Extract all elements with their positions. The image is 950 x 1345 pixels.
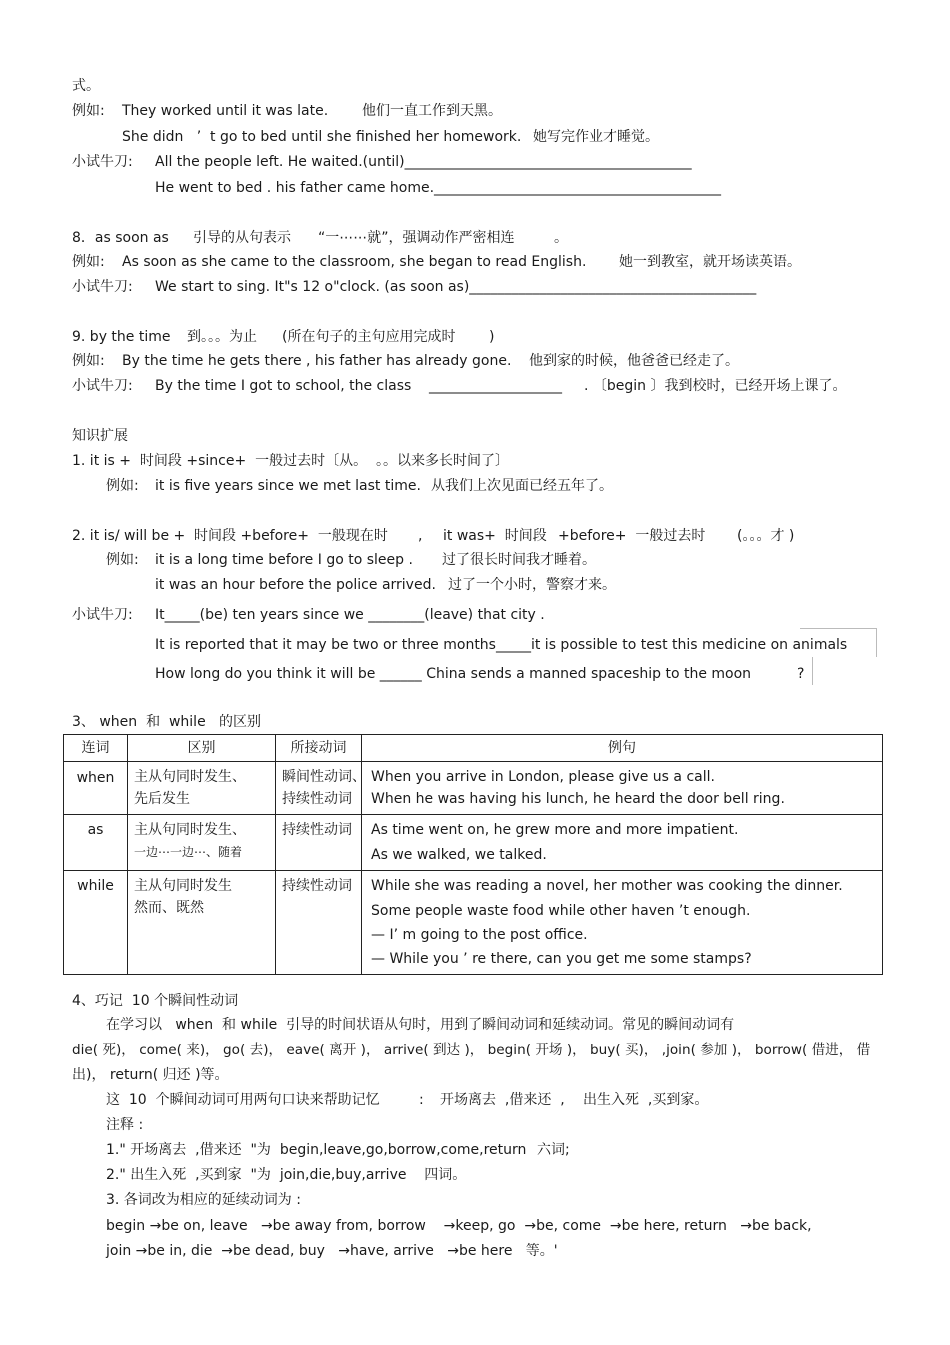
frame-box xyxy=(812,657,814,685)
paragraph-line: 出)， return( 归还 )等。 xyxy=(72,1067,229,1083)
note-line: join →be in, die →be dead, buy →have, arrive →be here 等。' xyxy=(106,1243,558,1259)
example-translation: 他们一直工作到天黑。 xyxy=(362,103,502,119)
label-example: 例如: xyxy=(106,478,139,494)
difference-text: 一边⋯一边⋯、随着 xyxy=(134,845,243,859)
difference-cell xyxy=(128,815,276,871)
verb-cell xyxy=(276,871,362,975)
column-header: 连词 xyxy=(64,735,128,762)
example-text: Some people waste food while other haven ’t enough. xyxy=(371,903,751,919)
rule-line: 1. it is + 时间段 +since+ 一般过去时〔从。 。。以来多长时间了〕 xyxy=(72,453,509,469)
exercise-blank: ___________________ xyxy=(429,378,562,394)
rule-line: 2. it is/ will be + xyxy=(72,528,186,544)
paragraph-line: : xyxy=(419,1092,424,1108)
example-text: When he was having his lunch, he heard the door bell ring. xyxy=(371,791,785,807)
notes-heading: 注释 : xyxy=(106,1117,144,1133)
verb-text: 瞬间性动词、 xyxy=(282,769,366,785)
label-exercise: 小试牛刀: xyxy=(72,607,133,623)
difference-cell xyxy=(128,871,276,975)
comparison-table xyxy=(63,734,883,975)
label-exercise: 小试牛刀: xyxy=(72,154,133,170)
example-cell xyxy=(362,762,883,815)
exercise-sentence: It is reported that it may be two or three months_____it is possible to test this medicine on animals xyxy=(155,637,848,653)
mnemonic-text: 开场离去 ,借来还 , xyxy=(440,1092,565,1108)
table-header-row xyxy=(64,735,883,762)
exercise-sentence: It_____(be) ten years since we ________(leave) that city . xyxy=(155,607,545,623)
difference-text: 主从句同时发生 xyxy=(134,878,232,894)
section-heading: 4、巧记 10 个瞬间性动词 xyxy=(72,993,239,1009)
conjunction-cell: while xyxy=(64,871,128,975)
conjunction-cell: as xyxy=(64,815,128,871)
exercise-punctuation: ? xyxy=(797,666,805,682)
example-cell xyxy=(362,871,883,975)
exercise-sentence: . 〔begin 〕我到校时，已经开场上课了。 xyxy=(584,378,847,394)
example-text: As we walked, we talked. xyxy=(371,847,547,863)
rule-line: (。。。才 ) xyxy=(737,528,795,544)
label-example: 例如: xyxy=(72,353,105,369)
rule-line: +before+ 一般过去时 xyxy=(558,528,706,544)
section-heading: 知识扩展 xyxy=(72,428,128,444)
conjunction-cell: when xyxy=(64,762,128,815)
section-heading-text: ) xyxy=(489,329,495,345)
exercise-sentence: He went to bed . his father came home._________________________________________ xyxy=(155,180,722,196)
note-line: 1." 开场离去 ,借来还 "为 begin,leave,go,borrow,come,return xyxy=(106,1142,527,1158)
example-sentence: By the time he gets there , his father has already gone. xyxy=(122,353,512,369)
column-header: 区别 xyxy=(128,735,276,762)
example-translation: 她写完作业才睡觉。 xyxy=(533,129,659,145)
section-heading: 9. by the time xyxy=(72,329,171,345)
exercise-sentence: How long do you think it will be ______ China sends a manned spaceship to the moon xyxy=(155,666,752,682)
note-line: 六词; xyxy=(537,1142,570,1158)
section-heading-text: (所在句子的主句应用完成时 xyxy=(282,329,456,345)
section-heading-text: 到。。。为止 xyxy=(187,329,257,345)
difference-text: 主从句同时发生、 xyxy=(134,822,246,838)
verb-text: 持续性动词 xyxy=(282,822,352,838)
example-translation: 过了一个小时，警察才来。 xyxy=(448,577,616,593)
verb-text: 持续性动词 xyxy=(282,878,352,894)
verb-cell xyxy=(276,762,366,815)
example-text: While she was reading a novel, her mother was cooking the dinner. xyxy=(371,878,843,894)
mnemonic-text: 出生入死 ,买到家。 xyxy=(583,1092,709,1108)
column-header: 所接动词 xyxy=(276,735,362,762)
example-text: — I’ m going to the post office. xyxy=(371,927,588,943)
table-row xyxy=(64,871,883,975)
note-line: 3. 各词改为相应的延续动词为 : xyxy=(106,1192,301,1208)
difference-cell xyxy=(128,762,276,815)
label-example: 例如: xyxy=(72,254,105,270)
table-row xyxy=(64,815,883,871)
rule-line: , xyxy=(418,528,423,544)
example-translation: 过了很长时间我才睡着。 xyxy=(442,552,596,568)
rule-line: 时间段 +before+ 一般现在时 xyxy=(194,528,388,544)
paragraph-line: die( 死)， come( 来)， go( 去)， eave( 离开 )， arrive( 到达 )， begin( 开场 )， buy( 买)， ,join( 参加 )， borrow( 借进， 借 xyxy=(72,1042,871,1058)
verb-cell xyxy=(276,815,362,871)
note-line: 2." 出生入死 ,买到家 "为 join,die,buy,arrive 四词。 xyxy=(106,1167,467,1183)
label-example: 例如: xyxy=(72,103,105,119)
column-header: 例句 xyxy=(362,735,883,762)
example-sentence: it is a long time before I go to sleep . xyxy=(155,552,413,568)
example-translation: 他到家的时候，他爸爸已经走了。 xyxy=(529,353,739,369)
exercise-sentence: All the people left. He waited.(until)_________________________________________ xyxy=(155,154,692,170)
exercise-sentence: By the time I got to school, the class xyxy=(155,378,412,394)
example-text: — While you ’ re there, can you get me some stamps? xyxy=(371,951,752,967)
note-line: begin →be on, leave →be away from, borrow →keep, go →be, come →be here, return →be back, xyxy=(106,1218,812,1234)
section-heading-text: 。 xyxy=(554,230,568,246)
verb-text: 持续性动词 xyxy=(282,791,352,807)
label-example: 例如: xyxy=(106,552,139,568)
section-heading-text: “一⋯⋯就”，强调动作严密相连 xyxy=(318,230,515,246)
text-line: 式。 xyxy=(72,78,100,94)
example-cell xyxy=(362,815,883,871)
difference-text: 主从句同时发生、 xyxy=(134,769,246,785)
section-heading: 8．as soon as xyxy=(72,230,169,246)
example-sentence: They worked until it was late. xyxy=(122,103,329,119)
label-exercise: 小试牛刀: xyxy=(72,279,133,295)
rule-line: it was+ 时间段 xyxy=(443,528,547,544)
example-sentence: She didn ’ t go to bed until she finished her homework. xyxy=(122,129,522,145)
section-heading: 3、 when 和 while 的区别 xyxy=(72,714,262,730)
example-sentence: As soon as she came to the classroom, she began to read English. xyxy=(122,254,587,270)
example-translation: 从我们上次见面已经五年了。 xyxy=(431,478,613,494)
difference-text: 然而、既然 xyxy=(134,900,204,916)
difference-text: 先后发生 xyxy=(134,791,190,807)
example-translation: 她一到教室，就开场读英语。 xyxy=(619,254,801,270)
example-sentence: it was an hour before the police arrived. xyxy=(155,577,436,593)
exercise-sentence: We start to sing. It"s 12 o"clock. (as soon as)_________________________________________ xyxy=(155,279,757,295)
paragraph-line: 这 10 个瞬间动词可用两句口诀来帮助记忆 xyxy=(106,1092,380,1108)
label-exercise: 小试牛刀: xyxy=(72,378,133,394)
paragraph-line: 在学习以 when 和 while 引导的时间状语从句时，用到了瞬间动词和延续动词。常见的瞬间动词有 xyxy=(106,1017,735,1033)
example-text: When you arrive in London, please give us a call. xyxy=(371,769,715,785)
table-row xyxy=(64,762,883,815)
section-heading-text: 引导的从句表示 xyxy=(193,230,291,246)
example-text: As time went on, he grew more and more impatient. xyxy=(371,822,739,838)
example-sentence: it is five years since we met last time. xyxy=(155,478,421,494)
